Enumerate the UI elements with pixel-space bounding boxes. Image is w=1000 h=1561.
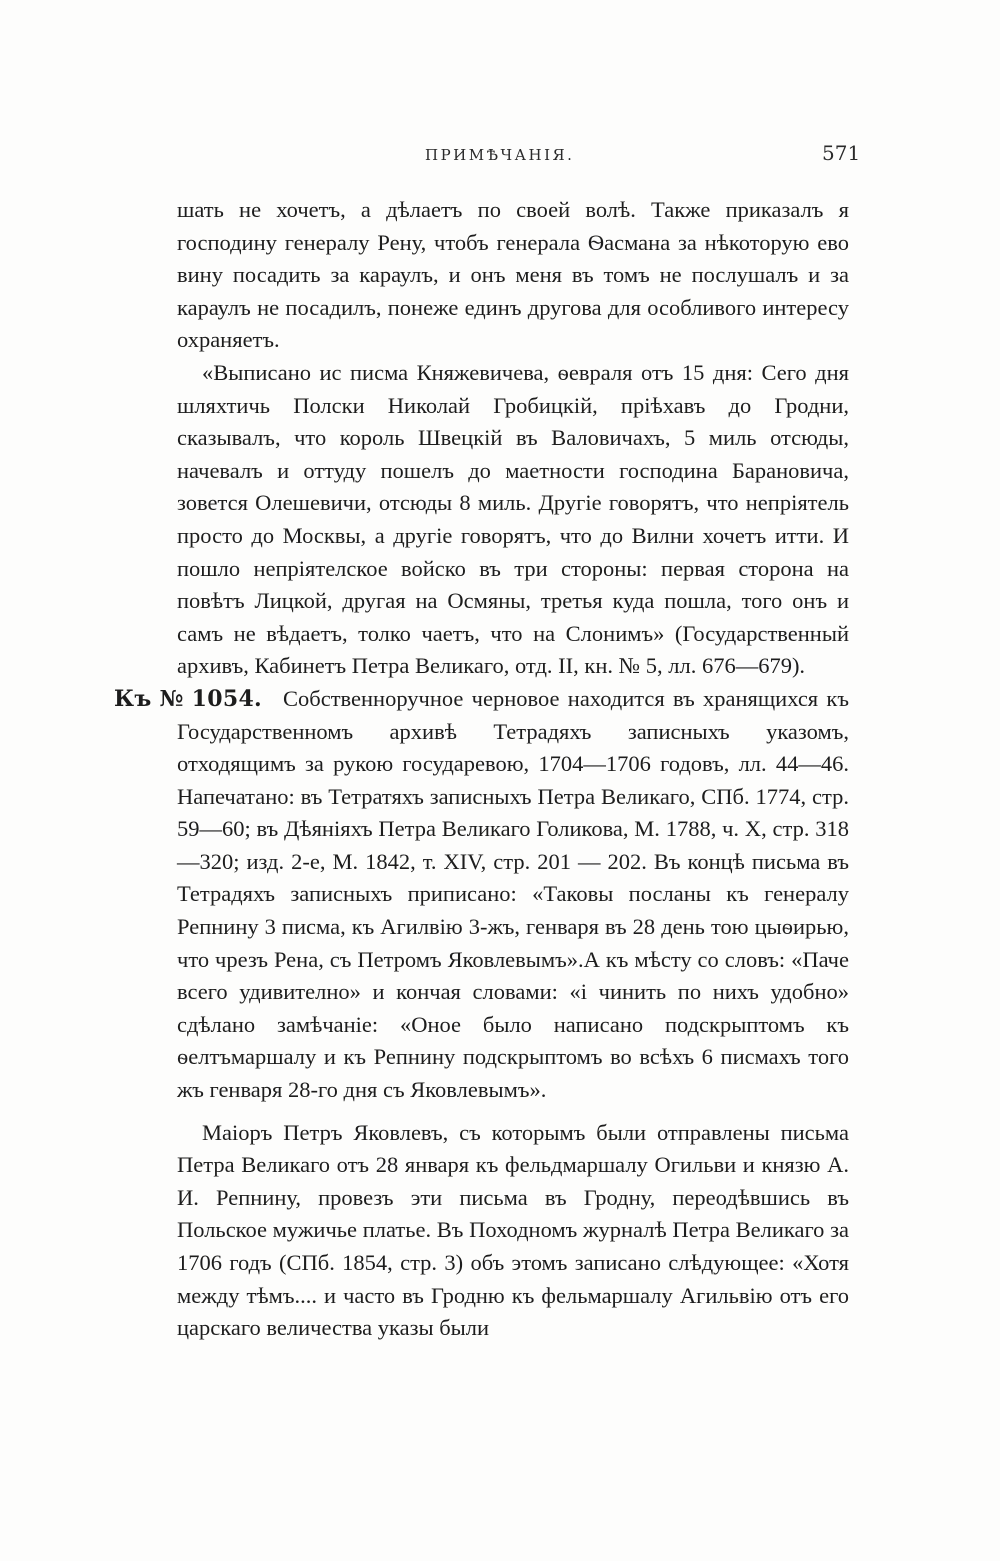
running-head: ПРИМѢЧАНІЯ. xyxy=(425,146,575,164)
paragraph-4: Маіоръ Петръ Яковлевъ, съ которымъ были отправлены письма Петра Великаго отъ 28 января къ фельдмаршалу Огильви и князю А. И. Репнину, провезъ эти письма въ Гродну, переодѣвшись въ Польское мужичье платье. Въ Походномъ журналѣ Петра Великаго за 1706 годъ (СПб. 1854, стр. 3) объ этомъ записано слѣдующее: «Хотя между тѣмъ.... и часто въ Гродню къ фельмаршалу Агильвію отъ его царскаго величества указы были xyxy=(177,1119,849,1341)
paragraph-2: «Выписано ис писма Княжевичева, ѳевраля отъ 15 дня: Сего дня шляхтичь Полски Николай Гробицкій, пріѣхавъ до Гродни, сказывалъ, что король Швецкій въ Валовичахъ, 5 миль отсюды, начевалъ и оттуду пошелъ до маетности господина Барановича, зовется Олешевичи, отсюды 8 миль. Другіе говорятъ, что непріятель просто до Москвы, а другіе говорятъ, что до Вилни хочетъ итти. И пошло непріятелское войско въ три стороны: первая сторона на повѣтъ Лицкой, другая на Осмяны, третья куда пошла, того онъ и самъ не вѣдаетъ, толко чаетъ, что на Слонимъ» (Государственный архивъ, Кабинетъ Петра Великаго, отд. II, кн. № 5, лл. 676—679). xyxy=(177,359,849,679)
note-number-heading: Къ № 1054. xyxy=(114,685,263,712)
body-text xyxy=(114,194,849,1345)
paragraph-3 xyxy=(177,683,849,1107)
page-number: 571 xyxy=(822,141,861,165)
note-entry-1054 xyxy=(114,683,849,1107)
paragraph-3-text: Собственноручное черновое находится въ хранящихся къ Государственномъ архивѣ Тетрадяхъ записныхъ указомъ, отходящимъ за рукою государевою, 1704—1706 годовъ, лл. 44—46. Напечатано: въ Тетратяхъ записныхъ Петра Великаго, СПб. 1774, стр. 59—60; въ Дѣяніяхъ Петра Великаго Голикова, М. 1788, ч. X, стр. 318—320; изд. 2-е, М. 1842, т. XIV, стр. 201 — 202. Въ концѣ письма въ Тетрадяхъ записныхъ приписано: «Таковы посланы къ генералу Репнину 3 писма, къ Агилвію 3-жъ, генваря въ 28 день тою цыѳирью, что чрезъ Рена, съ Петромъ Яковлевымъ».А къ мѣсту со словъ: «Паче всего удивително» и кончая словами: «і чинить по нихъ удобно» сдѣлано замѣчаніе: «Оное было написано подскрыптомъ къ ѳелтъмаршалу и къ Репнину подскрыптомъ во всѣхъ 6 писмахъ того жъ генваря 28-го дня съ Яковлевымъ». xyxy=(177,685,849,1103)
paragraph-1: шать не хочетъ, а дѣлаетъ по своей волѣ. Также приказалъ я господину генералу Рену, чтобъ генерала Ѳасмана за нѣкоторую ево вину посадить за караулъ, и онъ меня въ томъ не послушалъ и за караулъ не посадилъ, понеже единъ другова для особливого интересу охраняетъ. xyxy=(177,197,849,353)
